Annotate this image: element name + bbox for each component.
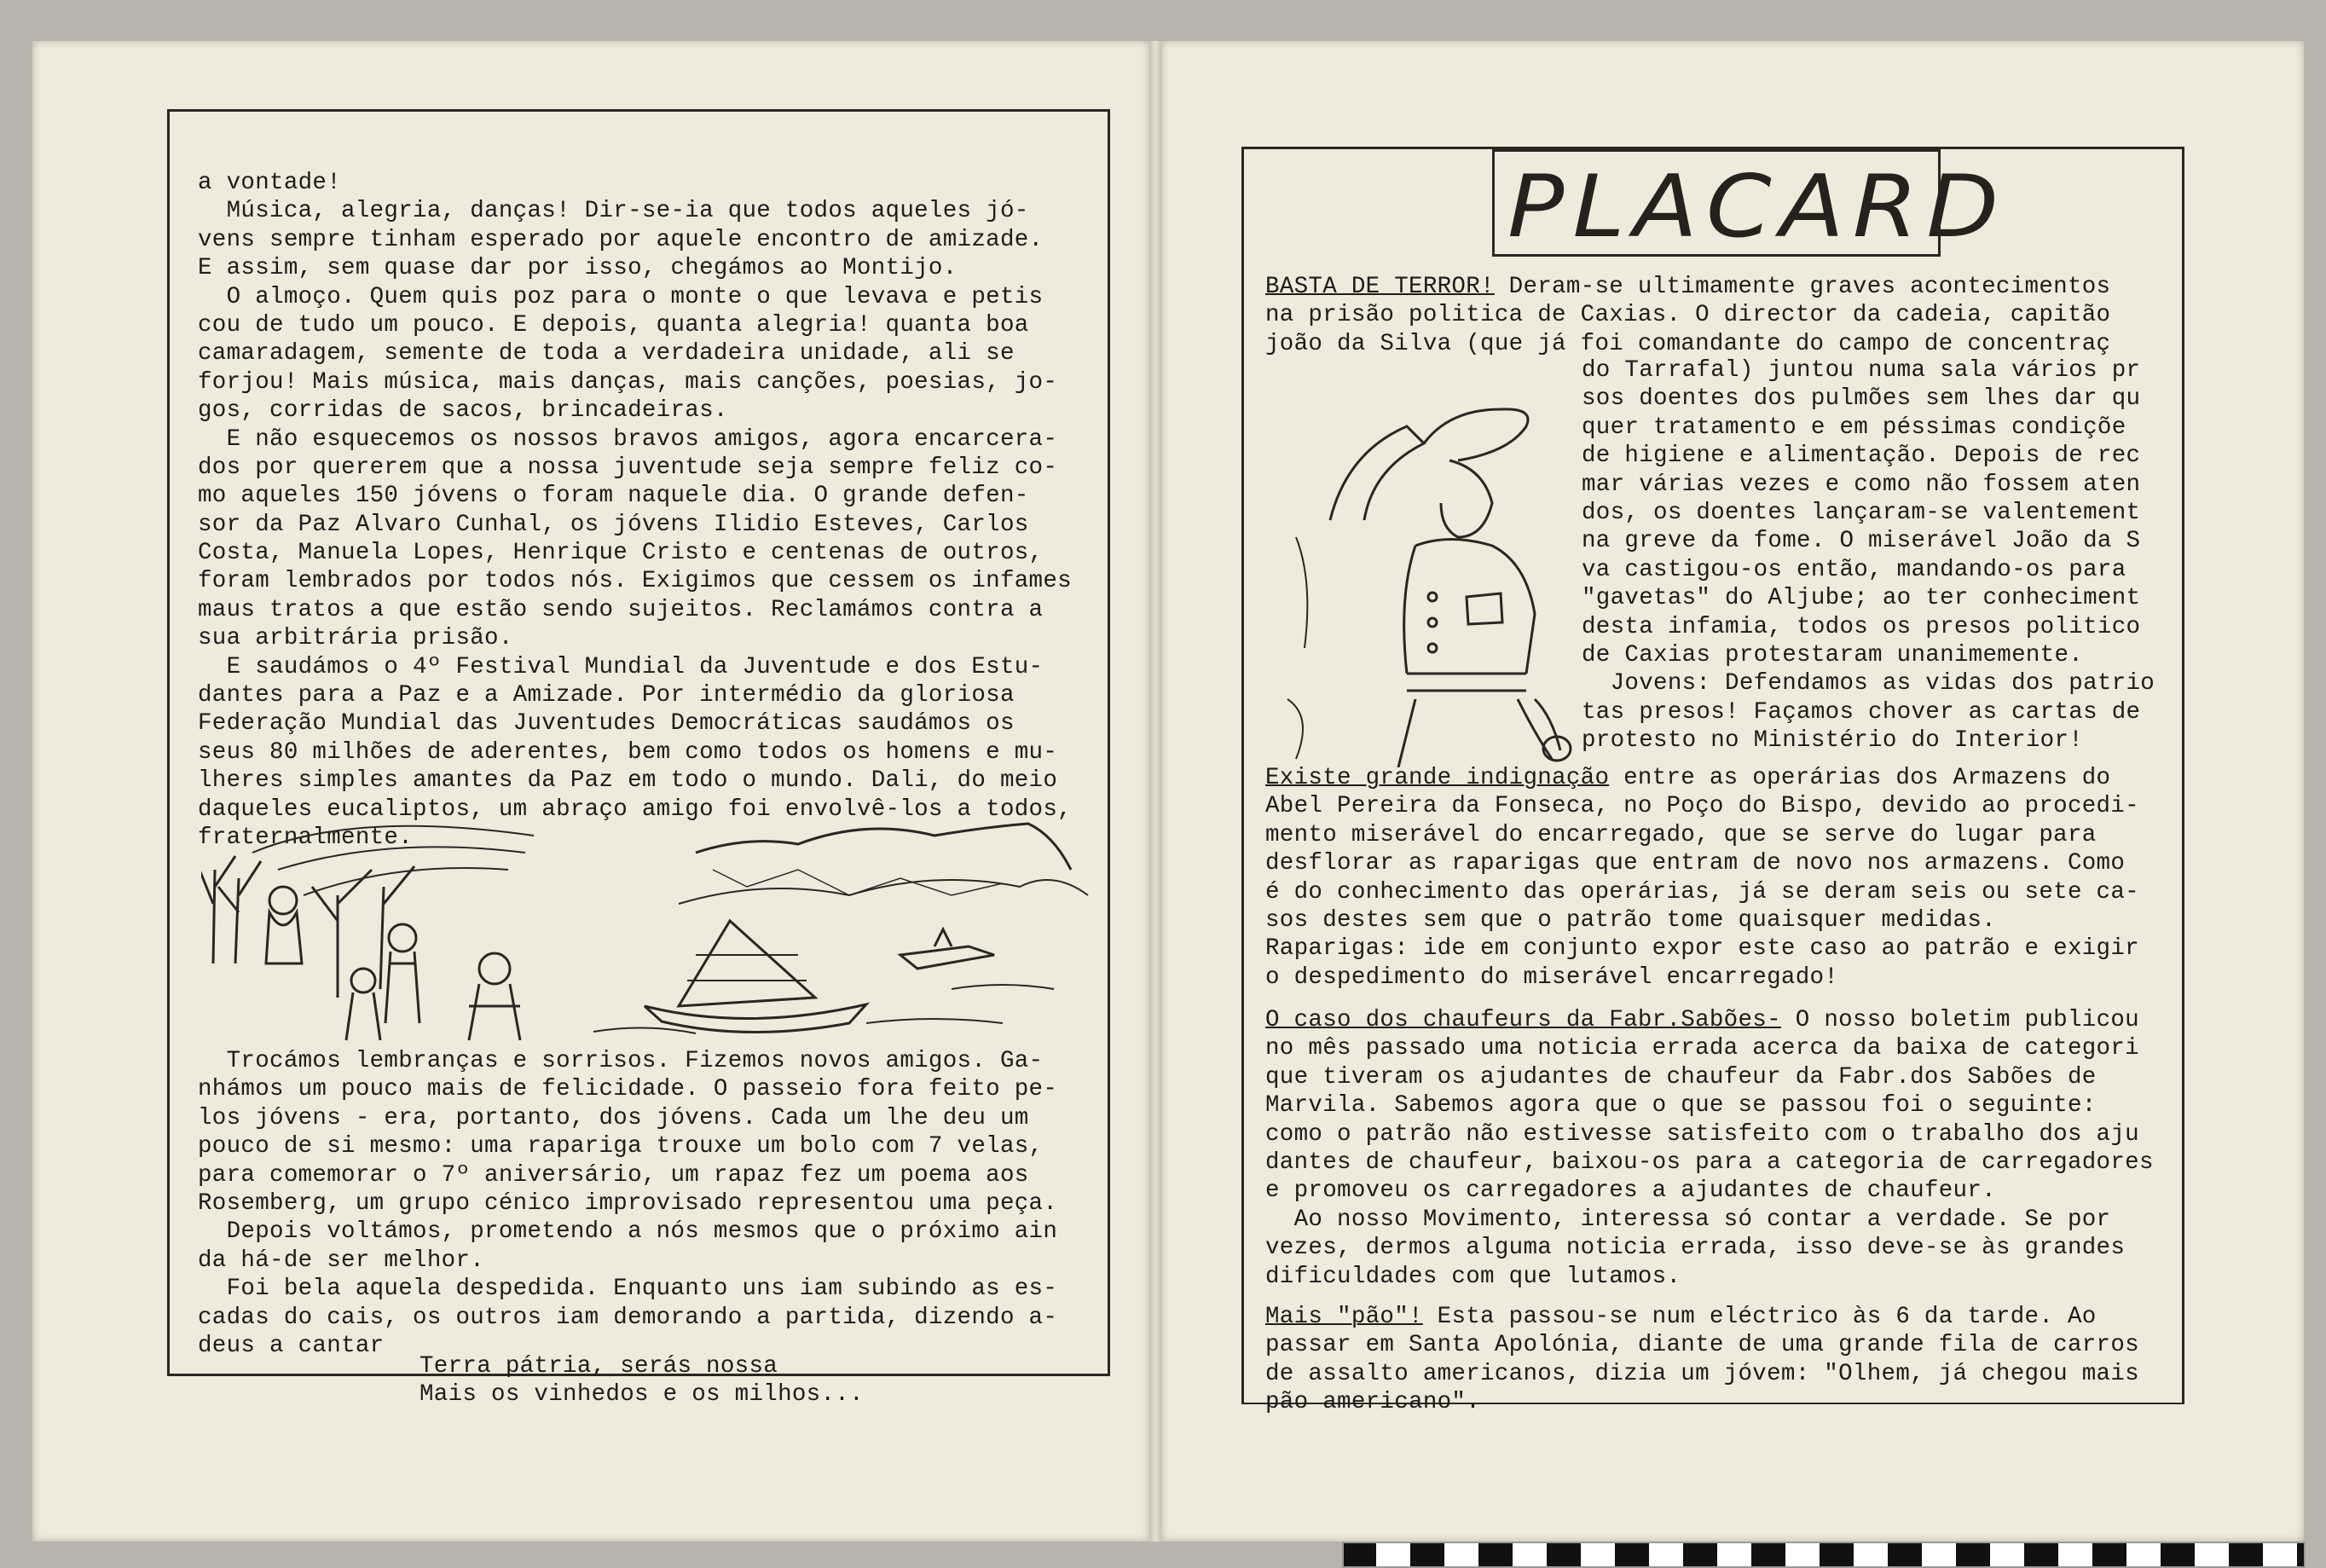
text-line: forjou! Mais música, mais danças, mais canções, poesias, jo- [198, 368, 1058, 396]
text-line: pouco de si mesmo: uma rapariga trouxe um bolo com 7 velas, [198, 1133, 1044, 1160]
placard-title: PLACARD [1507, 156, 2008, 257]
text-line: é do conhecimento das operárias, já se deram seis ou sete ca- [1265, 878, 2139, 906]
text-line: dos, os doentes lançaram-se valentement [1582, 499, 2141, 526]
text-line: Música, alegria, danças! Dir-se-ia que todos aqueles jó- [198, 198, 1029, 225]
right-article-indignation [1265, 764, 2139, 992]
text-line: Rosemberg, um grupo cénico improvisado representou uma peça. [198, 1189, 1058, 1217]
text-line: Jovens: Defendamos as vidas dos patrio [1582, 670, 2155, 697]
text-line: mo aqueles 150 jóvens o foram naquele dia. O grande defen- [198, 483, 1029, 510]
text-line: O almoço. Quem quis poz para o monte o que levava e petis [198, 283, 1044, 310]
text-line: O caso dos chaufeurs da Fabr.Sabões- O nosso boletim publicou [1265, 1007, 2139, 1033]
text-line: Depois voltámos, prometendo a nós mesmos que o próximo ain [198, 1218, 1058, 1246]
text-line: e promoveu os carregadores a ajudantes de chaufeur. [1265, 1177, 1996, 1205]
text-line: Mais "pão"! Esta passou-se num eléctrico às 6 da tarde. Ao [1265, 1304, 2097, 1330]
text-line: que tiveram os ajudantes de chaufeur da Fabr.dos Sabões de [1265, 1063, 2097, 1091]
text-line: tas presos! Façamos chover as cartas de [1582, 698, 2141, 726]
text-line: dantes para a Paz e a Amizade. Por intermédio da gloriosa [198, 682, 1015, 709]
text-line: vezes, dermos alguma noticia errada, isso deve-se às grandes [1265, 1235, 2126, 1262]
right-article-terror-intro [1265, 273, 2110, 358]
text-line: dantes de chaufeur, baixou-os para a categoria de carregadores [1265, 1149, 2154, 1176]
text-line: Federação Mundial das Juventudes Democráticas saudámos os [198, 710, 1015, 738]
text-line: joão da Silva (que já foi comandante do campo de concentraç [1265, 330, 2111, 357]
text-line: sos doentes dos pulmões sem lhes dar qu [1582, 385, 2141, 413]
text-line: E assim, sem quase dar por isso, chegámos ao Montijo. [198, 255, 958, 282]
text-line: na greve da fome. O miserável João da S [1582, 528, 2141, 555]
text-line: no mês passado uma noticia errada acerca da baixa de categori [1265, 1035, 2139, 1062]
text-line: da há-de ser melhor. [198, 1247, 485, 1274]
text-line: de higiene e alimentação. Depois de rec [1582, 443, 2141, 470]
text-line: quer tratamento e em péssimas condiçõe [1582, 414, 2126, 441]
boat-excursion-illustration [201, 819, 1105, 1049]
text-line: de assalto americanos, dizia um jóvem: "Olhem, já chegou mais [1265, 1360, 2139, 1387]
text-line: vens sempre tinham esperado por aquele encontro de amizade. [198, 226, 1044, 253]
text-line: BASTA DE TERROR! Deram-se ultimamente graves acontecimentos [1265, 274, 2111, 300]
text-line: dificuldades com que lutamos. [1265, 1263, 1681, 1290]
scale-ruler-border [1342, 1542, 2306, 1568]
text-line: maus tratos a que estão sendo sujeitos. Reclamámos contra a [198, 596, 1044, 623]
text-line: cou de tudo um pouco. E depois, quanta alegria! quanta boa [198, 311, 1029, 338]
text-line: fraternalmente. [198, 824, 414, 851]
text-line: va castigou-os então, mandando-os para [1582, 556, 2126, 583]
text-line: desflorar as raparigas que entram de novo nos armazens. Como [1265, 850, 2126, 877]
text-line: E não esquecemos os nossos bravos amigos, agora encarcera- [198, 425, 1058, 453]
text-line: Abel Pereira da Fonseca, no Poço do Bispo, devido ao procedi- [1265, 793, 2139, 820]
text-line: protesto no Ministério do Interior! [1582, 727, 2084, 755]
text-line: lheres simples amantes da Paz em todo o mundo. Dali, do meio [198, 767, 1058, 795]
right-article-terror-body [1582, 356, 2155, 755]
text-line: sor da Paz Alvaro Cunhal, os jóvens Ilidio Esteves, Carlos [198, 511, 1029, 538]
text-line: los jóvens - era, portanto, dos jóvens. Cada um lhe deu um [198, 1104, 1029, 1131]
text-line: mento miserável do encarregado, que se serve do lugar para [1265, 821, 2097, 848]
right-article-mais-pao [1265, 1303, 2139, 1417]
text-line: de Caxias protestaram unanimemente. [1582, 641, 2084, 668]
text-line: na prisão politica de Caxias. O director da cadeia, capitão [1265, 302, 2111, 329]
soldier-illustration [1279, 392, 1577, 767]
left-article-part-1 [198, 169, 1072, 852]
text-line: para comemorar o 7º aniversário, um rapaz fez um poema aos [198, 1161, 1029, 1189]
text-line: camaradagem, semente de toda a verdadeira unidade, ali se [198, 340, 1015, 367]
text-line: desta infamia, todos os presos politico [1582, 613, 2141, 640]
right-article-chaufeurs [1265, 1006, 2154, 1291]
text-line: passar em Santa Apolónia, diante de uma grande fila de carros [1265, 1332, 2139, 1359]
text-line: daqueles eucaliptos, um abraço amigo foi envolvê-los a todos, [198, 796, 1072, 823]
text-line: foram lembrados por todos nós. Exigimos que cessem os infames [198, 568, 1072, 595]
text-line: Trocámos lembranças e sorrisos. Fizemos novos amigos. Ga- [198, 1048, 1044, 1074]
text-line: dos por quererem que a nossa juventude seja sempre feliz co- [198, 454, 1058, 481]
text-line: o despedimento do miserável encarregado! [1265, 963, 1839, 991]
text-line: E saudámos o 4º Festival Mundial da Juventude e dos Estu- [198, 653, 1044, 680]
text-line: gos, corridas de sacos, brincadeiras. [198, 397, 728, 425]
text-line: Marvila. Sabemos agora que o que se passou foi o seguinte: [1265, 1092, 2097, 1120]
text-line: como o patrão não estivesse satisfeito com o trabalho dos aju [1265, 1120, 2139, 1148]
text-line: Raparigas: ide em conjunto expor este caso ao patrão e exigir [1265, 935, 2139, 963]
text-line: Foi bela aquela despedida. Enquanto uns iam subindo as es- [198, 1276, 1058, 1303]
text-line: Terra pátria, serás nossa [419, 1353, 778, 1380]
text-line: mar várias vezes e como não fossem aten [1582, 471, 2141, 498]
song-verse [419, 1352, 864, 1409]
text-line: Mais os vinhedos e os milhos... [419, 1381, 864, 1409]
text-line: a vontade! [198, 170, 342, 196]
text-line: deus a cantar [198, 1332, 385, 1359]
text-line: sos destes sem que o patrão tome quaisquer medidas. [1265, 906, 1996, 934]
text-line: pão americano". [1265, 1389, 1481, 1416]
left-article-part-2 [198, 1047, 1057, 1360]
text-line: Ao nosso Movimento, interessa só contar a verdade. Se por [1265, 1206, 2111, 1233]
text-line: seus 80 milhões de aderentes, bem como todos os homens e mu- [198, 738, 1058, 766]
binding-gutter [1149, 41, 1161, 1542]
text-line: do Tarrafal) juntou numa sala vários pr [1582, 357, 2141, 384]
text-line: sua arbitrária prisão. [198, 625, 513, 652]
text-line: Costa, Manuela Lopes, Henrique Cristo e centenas de outros, [198, 540, 1044, 567]
text-line: cadas do cais, os outros iam demorando a partida, dizendo a- [198, 1304, 1058, 1331]
text-line: "gavetas" do Aljube; ao ter conheciment [1582, 585, 2141, 612]
text-line: Existe grande indignação entre as operárias dos Armazens do [1265, 765, 2111, 791]
text-line: nhámos um pouco mais de felicidade. O passeio fora feito pe- [198, 1076, 1058, 1103]
